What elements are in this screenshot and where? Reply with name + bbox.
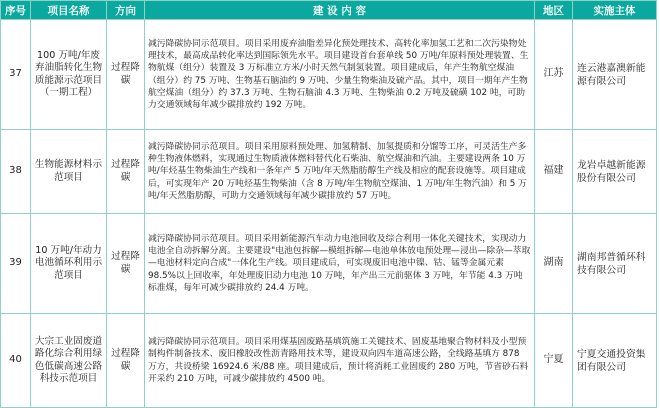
table-row	[1, 214, 657, 314]
table-row	[1, 130, 657, 214]
header-no: 序号	[1, 1, 31, 20]
table-row	[1, 314, 657, 408]
row-content: 减污降碳协同示范项目。项目采用原料预处理、加氢精制、加氢提质和分馏等工序，可灵活生产多种生物液体燃料，实现通过生物质液体燃料替代化石柴油、航空煤油和汽油。主要建设两条 10 万吨/年烃基生物柴油生产线和一条年产 5 万吨/年天然脂肪醇生产线及相应的配套设施等。项目建成后，可实现年产 20 万吨烃基生物柴油（含 8 万吨/年生物航空煤油、1 万吨/年生物汽油）和 5 万吨/年天然脂肪醇，可助力交通领域每年减少碳排放约 57 万吨。	[145, 130, 535, 214]
row-project-name: 大宗工业固废道路化综合利用绿色低碳高速公路科技示范项目	[31, 314, 107, 408]
row-no: 37	[1, 20, 31, 130]
row-no: 38	[1, 130, 31, 214]
row-region: 江苏	[535, 20, 573, 130]
row-project-name: 生物能源材料示范项目	[31, 130, 107, 214]
row-project-name: 10 万吨/年动力电池循环利用示范项目	[31, 214, 107, 314]
row-direction: 过程降碳	[107, 214, 145, 314]
row-direction: 过程降碳	[107, 20, 145, 130]
header-direction: 方向	[107, 1, 145, 20]
row-entity: 宁夏交通投资集团有限公司	[573, 314, 657, 408]
table-row	[1, 20, 657, 130]
row-region: 福建	[535, 130, 573, 214]
row-content: 减污降碳协同示范项目。项目采用新能源汽车动力电池回收及综合利用一体化关键技术，实现动力电池全自动拆解分离。主要建设"电池包拆解—模组拆解—电池单体放电预处理—浸出—除杂—萃取—电池材料定向合成"一体化生产线。项目建成后，可实现废旧电池中镍、钴、锰等金属元素 98.5%以上回收率，年处理废旧动力电池 10 万吨，年产出三元前驱体 3 万吨，年节能 4.3 万吨标准煤，每年可减少碳排放约 24.4 万吨。	[145, 214, 535, 314]
table-header-row	[1, 1, 657, 20]
header-content: 建 设 内 容	[145, 1, 535, 20]
row-no: 39	[1, 214, 31, 314]
row-entity: 连云港嘉澳新能源有限公司	[573, 20, 657, 130]
row-direction: 过程降碳	[107, 130, 145, 214]
header-name: 项目名称	[31, 1, 107, 20]
row-content: 减污降碳协同示范项目。项目采用煤基固废路基填筑施工关键技术、固废基地聚合物材料及小型预制构件制备技术、废旧橡胶改性沥青路用技术等，建设双向四车道高速公路，全线路基填方 878 万方，共设桥梁 16924.6 米/88 座。项目建成后，预计将消耗工业固废约 280 万吨，节省砂石料开采约 210 万吨，可减少碳排放约 4500 吨。	[145, 314, 535, 408]
row-no: 40	[1, 314, 31, 408]
header-region: 地区	[535, 1, 573, 20]
row-entity: 湖南邦普循环科技有限公司	[573, 214, 657, 314]
row-content: 减污降碳协同示范项目。项目采用废弃油脂差异化预处理技术、高转化率加氢工艺和二次污染物处理技术，最高成品转化率达到国际领先水平。项目建设首台套单线 50 万吨/年原料预处理装置、生物航煤（组分）装置及 3 万标准立方米/小时天然气制氢装置。项目建成后，年产生物航空煤油（组分）约 75 万吨、生物基石脑油约 9 万吨、少量生物柴油及硫产品。其中，项目一期年产生物航空煤油（组分）约 37.3 万吨、生物石脑油 4.3 万吨、生物柴油 0.2 万吨及硫磺 102 吨，可助力交通领域每年减少碳排放约 192 万吨。	[145, 20, 535, 130]
row-entity: 龙岩卓越新能源股份有限公司	[573, 130, 657, 214]
row-region: 湖南	[535, 214, 573, 314]
row-direction: 过程降碳	[107, 314, 145, 408]
row-region: 宁夏	[535, 314, 573, 408]
header-entity: 实施主体	[573, 1, 657, 20]
row-project-name: 100 万吨/年废弃油脂转化生物质能源示范项目（一期工程）	[31, 20, 107, 130]
